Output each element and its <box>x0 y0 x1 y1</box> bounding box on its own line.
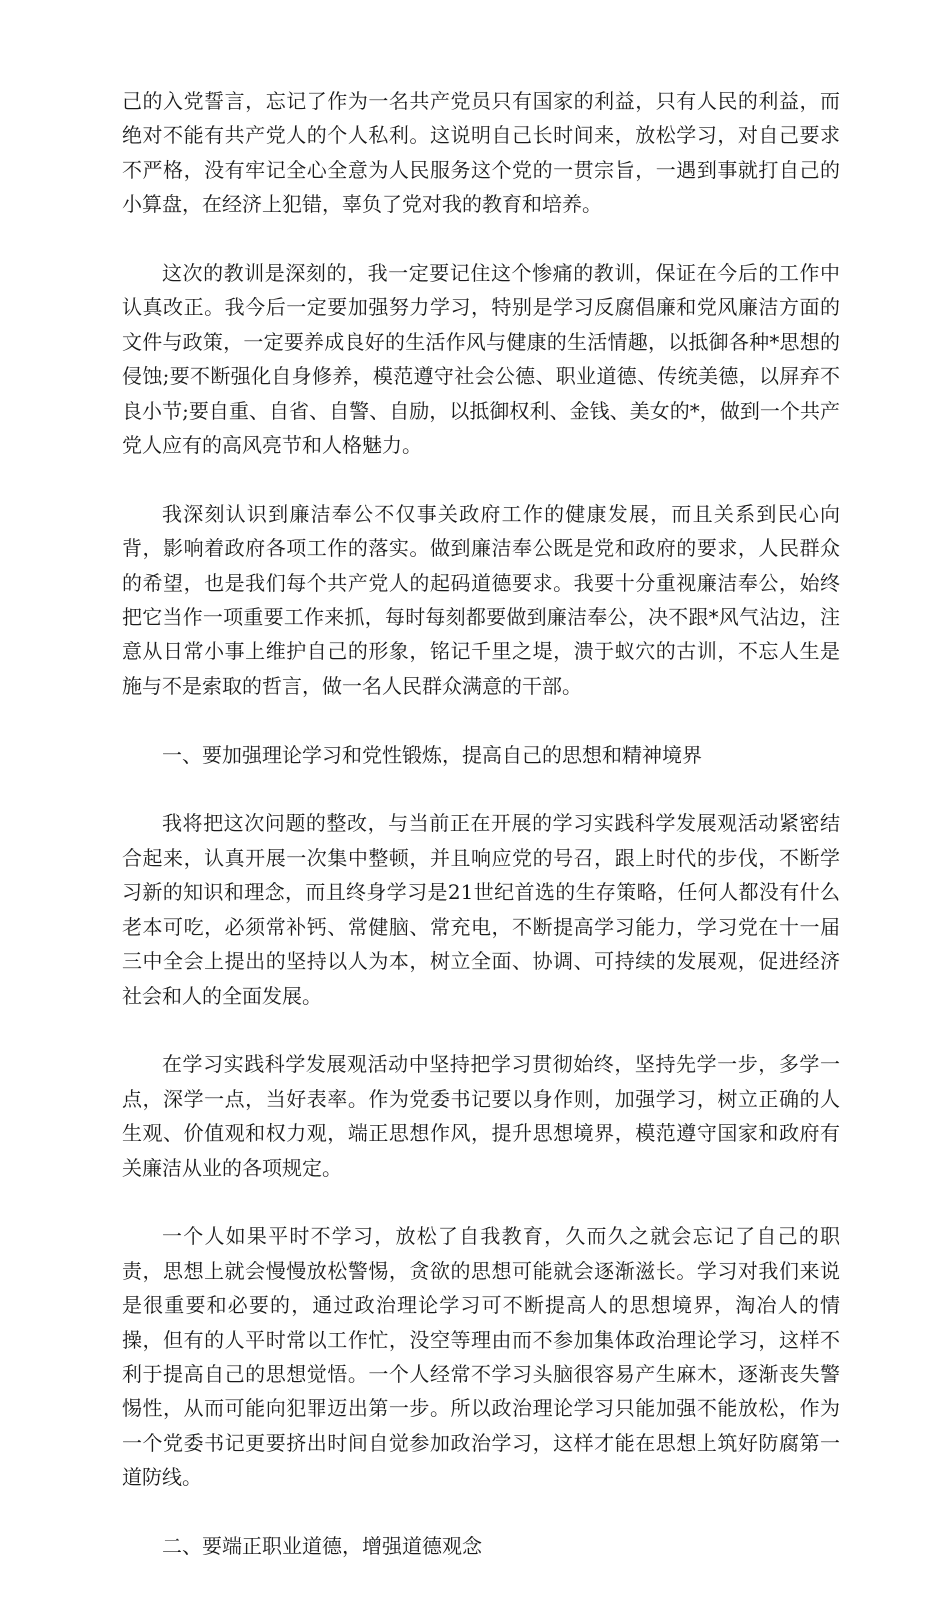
document-body <box>122 84 840 1598</box>
paragraph-integrity: 我深刻认识到廉洁奉公不仅事关政府工作的健康发展，而且关系到民心向背，影响着政府各项工作的落实。做到廉洁奉公既是党和政府的要求，人民群众的希望，也是我们每个共产党人的起码道德要求。我要十分重视廉洁奉公，始终把它当作一项重要工作来抓，每时每刻都要做到廉洁奉公，决不跟*风气沾边，注意从日常小事上维护自己的形象，铭记千里之堤，溃于蚁穴的古训，不忘人生是施与不是索取的哲言，做一名人民群众满意的干部。 <box>122 501 840 698</box>
paragraph-continued: 己的入党誓言，忘记了作为一名共产党员只有国家的利益，只有人民的利益，而绝对不能有共产党人的个人私利。这说明自己长时间来，放松学习，对自己要求不严格，没有牢记全心全意为人民服务这个党的一贯宗旨，一遇到事就打自己的小算盘，在经济上犯错，辜负了党对我的教育和培养。 <box>122 89 840 217</box>
section-heading-1: 一、要加强理论学习和党性锻炼，提高自己的思想和精神境界 <box>162 742 702 767</box>
paragraph-lesson: 这次的教训是深刻的，我一定要记住这个惨痛的教训，保证在今后的工作中认真改正。我今后一定要加强努力学习，特别是学习反腐倡廉和党风廉洁方面的文件与政策，一定要养成良好的生活作风与健康的生活情趣，以抵御各种*思想的侵蚀;要不断强化自身修养，模范遵守社会公德、职业道德、传统美德，以屏弃不良小节;要自重、自省、自警、自励，以抵御权利、金钱、美女的*，做到一个共产党人应有的高风亮节和人格魅力。 <box>122 261 840 458</box>
section-heading-2: 二、要端正职业道德，增强道德观念 <box>162 1533 482 1558</box>
paragraph-study-practice: 在学习实践科学发展观活动中坚持把学习贯彻始终，坚持先学一步，多学一点，深学一点，当好表率。作为党委书记要以身作则，加强学习，树立正确的人生观、价值观和权力观，端正思想作风，提升思想境界，模范遵守国家和政府有关廉洁从业的各项规定。 <box>122 1052 840 1180</box>
paragraph-self-education: 一个人如果平时不学习，放松了自我教育，久而久之就会忘记了自己的职责，思想上就会慢慢放松警惕，贪欲的思想可能就会逐渐滋长。学习对我们来说是很重要和必要的，通过政治理论学习可不断提高人的思想境界，淘冶人的情操，但有的人平时常以工作忙，没空等理由而不参加集体政治理论学习，这样不利于提高自己的思想觉悟。一个人经常不学习头脑很容易产生麻木，逐渐丧失警惕性，从而可能向犯罪迈出第一步。所以政治理论学习只能加强不能放松，作为一个党委书记更要挤出时间自觉参加政治学习，这样才能在思想上筑好防腐第一道防线。 <box>122 1224 840 1490</box>
paragraph-rectification: 我将把这次问题的整改，与当前正在开展的学习实践科学发展观活动紧密结合起来，认真开展一次集中整顿，并且响应党的号召，跟上时代的步伐，不断学习新的知识和理念，而且终身学习是21世纪首选的生存策略，任何人都没有什么老本可吃，必须常补钙、常健脑、常充电，不断提高学习能力，学习党在十一届三中全会上提出的坚持以人为本，树立全面、协调、可持续的发展观，促进经济社会和人的全面发展。 <box>122 811 840 1008</box>
